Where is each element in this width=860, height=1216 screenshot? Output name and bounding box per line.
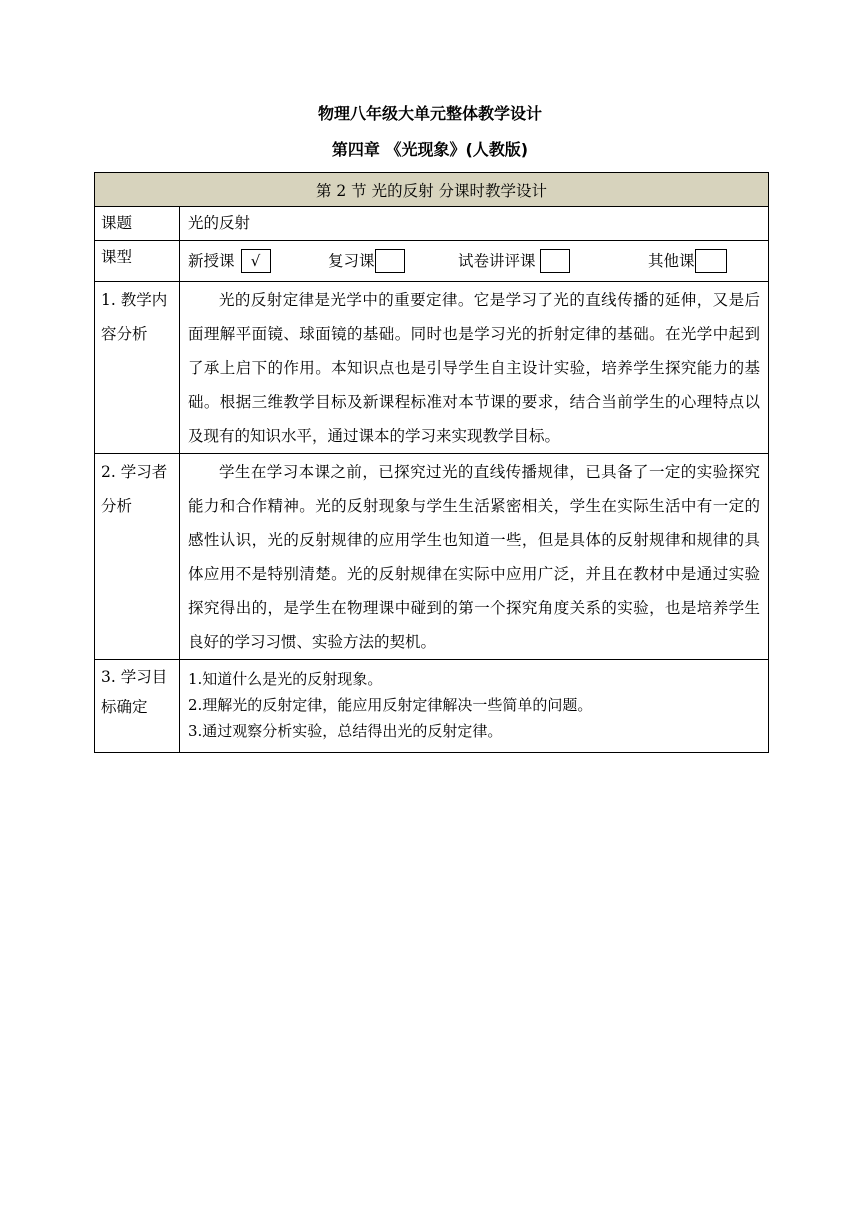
learning-goal-item: 1.知道什么是光的反射现象。 [188, 670, 383, 688]
document-subtitle: 第四章 《光现象》(人教版) [331, 140, 529, 159]
topic-label: 课题 [95, 207, 180, 241]
lesson-type-option-review[interactable] [328, 245, 458, 277]
learner-analysis-label: 2. 学习者分析 [95, 454, 180, 660]
table-header: 第 2 节 光的反射 分课时教学设计 [95, 173, 769, 207]
topic-row [95, 207, 769, 241]
learning-goals-row [95, 660, 769, 753]
document-title: 物理八年级大单元整体教学设计 [317, 104, 542, 123]
lesson-type-checkbox-review[interactable] [375, 249, 405, 273]
learner-analysis-row [95, 454, 769, 660]
lesson-type-row [95, 241, 769, 282]
lesson-design-table [94, 172, 769, 753]
lesson-type-option-label: 其他课 [648, 252, 695, 270]
content-analysis-row [95, 282, 769, 454]
lesson-type-option-label: 试卷讲评课 [458, 252, 536, 270]
lesson-type-option-other[interactable] [648, 245, 727, 277]
lesson-type-option-label: 复习课 [328, 252, 375, 270]
lesson-type-checkbox-exam-review[interactable] [540, 249, 570, 273]
lesson-type-checkbox-new[interactable]: √ [241, 249, 271, 273]
lesson-type-checkbox-other[interactable] [695, 249, 727, 273]
lesson-type-option-label: 新授课 [188, 252, 235, 270]
lesson-type-option-exam-review[interactable] [458, 245, 648, 277]
learning-goal-item: 2.理解光的反射定律，能应用反射定律解决一些简单的问题。 [188, 696, 593, 714]
topic-value: 光的反射 [180, 207, 769, 241]
learning-goal-item: 3.通过观察分析实验，总结得出光的反射定律。 [188, 722, 503, 740]
lesson-type-label: 课型 [95, 241, 180, 282]
lesson-type-option-new[interactable] [188, 245, 328, 277]
content-analysis-text: 光的反射定律是光学中的重要定律。它是学习了光的直线传播的延伸，又是后面理解平面镜、球面镜的基础。同时也是学习光的折射定律的基础。在光学中起到了承上启下的作用。本知识点也是引导学生自主设计实验，培养学生探究能力的基础。根据三维教学目标及新课程标准对本节课的要求，结合当前学生的心理特点以及现有的知识水平，通过课本的学习来实现教学目标。 [188, 291, 761, 445]
lesson-type-options [188, 241, 760, 281]
learning-goals-label: 3. 学习目标确定 [95, 660, 180, 753]
content-analysis-label: 1. 教学内容分析 [95, 282, 180, 454]
learner-analysis-text: 学生在学习本课之前，已探究过光的直线传播规律，已具备了一定的实验探究能力和合作精神。光的反射现象与学生生活紧密相关，学生在实际生活中有一定的感性认识，光的反射规律的应用学生也知道一些，但是具体的反射规律和规律的具体应用不是特别清楚。光的反射规律在实际中应用广泛，并且在教材中是通过实验探究得出的，是学生在物理课中碰到的第一个探究角度关系的实验，也是培养学生良好的学习习惯、实验方法的契机。 [188, 463, 761, 651]
